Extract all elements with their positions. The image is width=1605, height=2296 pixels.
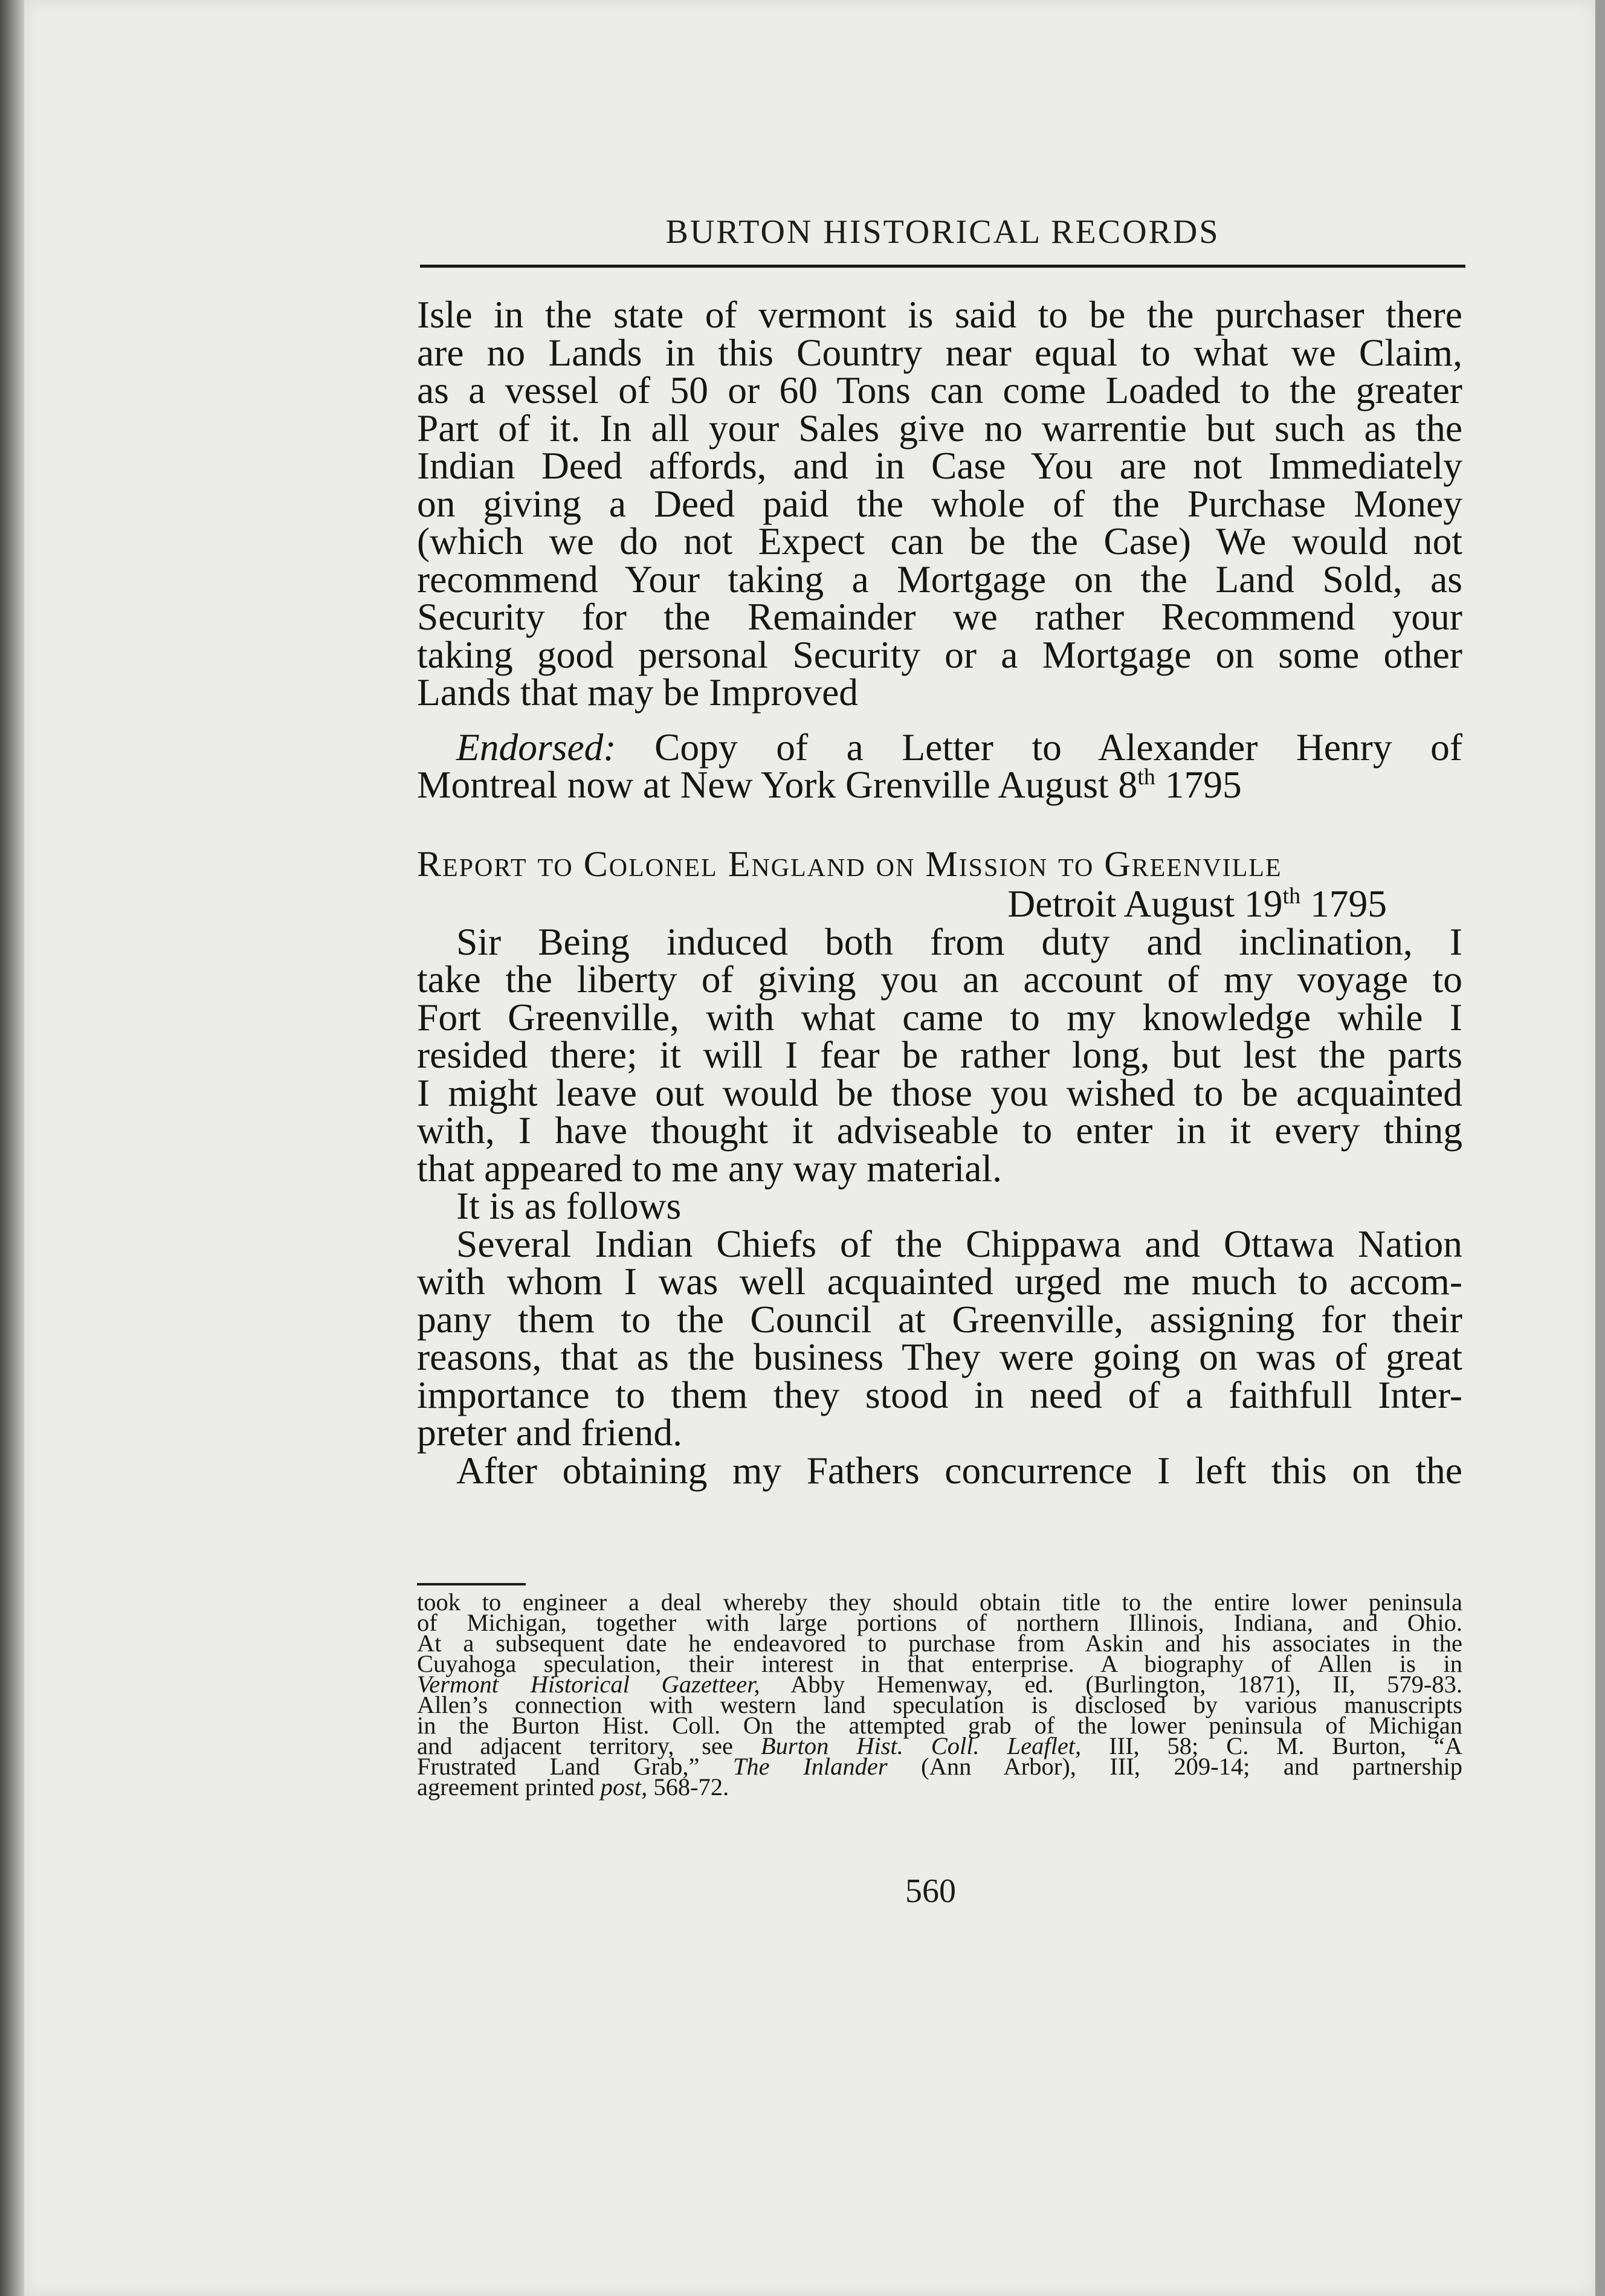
page-number: 560 <box>905 1872 956 1910</box>
endorsement-year: 1795 <box>1155 763 1242 806</box>
text-line: (which we do not Expect can be the Case) We would not <box>417 520 1462 563</box>
dateline <box>417 882 1462 925</box>
footnote-line: took to engineer a deal whereby they should obtain title to the entire lower peninsula <box>417 1588 1462 1616</box>
footnote-text: 568-72. <box>647 1773 729 1801</box>
footnote-line: of Michigan, together with large portions of northern Illinois, Indiana, and Ohio. <box>417 1609 1462 1636</box>
text-line: with whom I was well acquainted urged me much to accom- <box>417 1260 1462 1303</box>
text-line: Lands that may be Improved <box>417 671 859 714</box>
text-line: Several Indian Chiefs of the Chippawa and Ottawa Nation <box>456 1222 1462 1265</box>
footnote-text: agreement printed <box>417 1773 601 1801</box>
text-line: preter and friend. <box>417 1411 682 1454</box>
footnote-text: Frustrated Land Grab,” <box>417 1753 733 1780</box>
text-line: Security for the Remainder we rather Recommend your <box>417 595 1462 638</box>
superscript: th <box>1282 883 1301 909</box>
endorsement-line <box>417 725 1462 769</box>
footnote-line: Cuyahoga speculation, their interest in that enterprise. A biography of Allen is in <box>417 1650 1462 1677</box>
citation-title: Burton Hist. Coll. Leaflet, <box>760 1732 1082 1759</box>
text-line: pany them to the Council at Greenville, assigning for their <box>417 1297 1462 1341</box>
footnote-line <box>417 1773 1462 1801</box>
text-line: Part of it. In all your Sales give no warrentie but such as the <box>417 406 1462 450</box>
text-line: take the liberty of giving you an account of my voyage to <box>417 958 1462 1001</box>
report-paragraph-1 <box>417 920 1462 1190</box>
text-line: Fort Greenville, with what came to my knowledge while I <box>417 995 1462 1039</box>
dateline-year: 1795 <box>1300 882 1387 925</box>
endorsement-text: Copy of a Letter to Alexander Henry of <box>616 725 1462 769</box>
endorsement-line <box>417 763 1462 806</box>
citation-title: The Inlander <box>732 1753 888 1780</box>
citation-title: post, <box>600 1773 648 1801</box>
report-paragraph-3 <box>417 1222 1462 1454</box>
text-line: I might leave out would be those you wished to be acquainted <box>417 1071 1462 1114</box>
footnote-rule <box>417 1583 526 1585</box>
footnote-text: (Ann Arbor), III, 209-14; and partnership <box>887 1753 1462 1780</box>
text-line: on giving a Deed paid the whole of the Purchase Money <box>417 482 1462 525</box>
scan-left-edge <box>0 0 24 2296</box>
footnote-line: At a subsequent date he endeavored to purchase from Askin and his associates in the <box>417 1630 1462 1657</box>
endorsed-label: Endorsed: <box>456 725 616 769</box>
text-line: After obtaining my Fathers concurrence I left this on the <box>456 1448 1462 1492</box>
report-paragraph-4 <box>417 1448 1462 1492</box>
text-line: with, I have thought it adviseable to enter in it every thing <box>417 1109 1462 1152</box>
text-line: taking good personal Security or a Mortgage on some other <box>417 633 1462 676</box>
superscript: th <box>1137 764 1155 790</box>
footnote-line: Allen’s connection with western land speculation is disclosed by various manuscripts <box>417 1691 1462 1718</box>
main-text <box>417 293 1462 1492</box>
header-rule <box>420 265 1465 268</box>
dateline-text: Detroit August 19 <box>1007 882 1283 925</box>
footnote-text: III, 58; C. M. Burton, “A <box>1081 1732 1463 1759</box>
text-line: It is as follows <box>456 1184 682 1227</box>
text-line: that appeared to me any way material. <box>417 1146 1002 1190</box>
endorsement-text: Montreal now at New York Grenville August 8 <box>417 763 1138 806</box>
text-line: Sir Being induced both from duty and inclination, I <box>456 920 1462 963</box>
text-line: as a vessel of 50 or 60 Tons can come Loaded to the greater <box>417 369 1462 411</box>
text-line: reasons, that as the business They were going on was of great <box>417 1335 1462 1378</box>
text-line: recommend Your taking a Mortgage on the Land Sold, as <box>417 557 1462 601</box>
footnote <box>417 1588 1463 1801</box>
text-line: are no Lands in this Country near equal to what we Claim, <box>417 331 1462 374</box>
footnote-text: Abby Hemenway, ed. (Burlington, 1871), II, 579-83. <box>760 1671 1462 1698</box>
endorsement <box>417 725 1462 806</box>
letter-paragraph <box>417 293 1462 714</box>
text-line: Indian Deed affords, and in Case You are not Immediately <box>417 444 1462 487</box>
report-paragraph-2 <box>417 1184 1462 1227</box>
footnote-line: in the Burton Hist. Coll. On the attempted grab of the lower peninsula of Michigan <box>417 1712 1462 1739</box>
citation-title: Vermont Historical Gazetteer, <box>417 1671 760 1698</box>
footnote-text: and adjacent territory, see <box>417 1732 761 1759</box>
section-heading: Report to Colonel England on Mission to Greenville <box>417 843 1282 884</box>
text-line: importance to them they stood in need of a faithfull Inter- <box>417 1373 1462 1416</box>
running-head: BURTON HISTORICAL RECORDS <box>665 213 1220 251</box>
text-line: resided there; it will I fear be rather long, but lest the parts <box>417 1033 1462 1076</box>
text-line: Isle in the state of vermont is said to be the purchaser there <box>417 293 1462 336</box>
